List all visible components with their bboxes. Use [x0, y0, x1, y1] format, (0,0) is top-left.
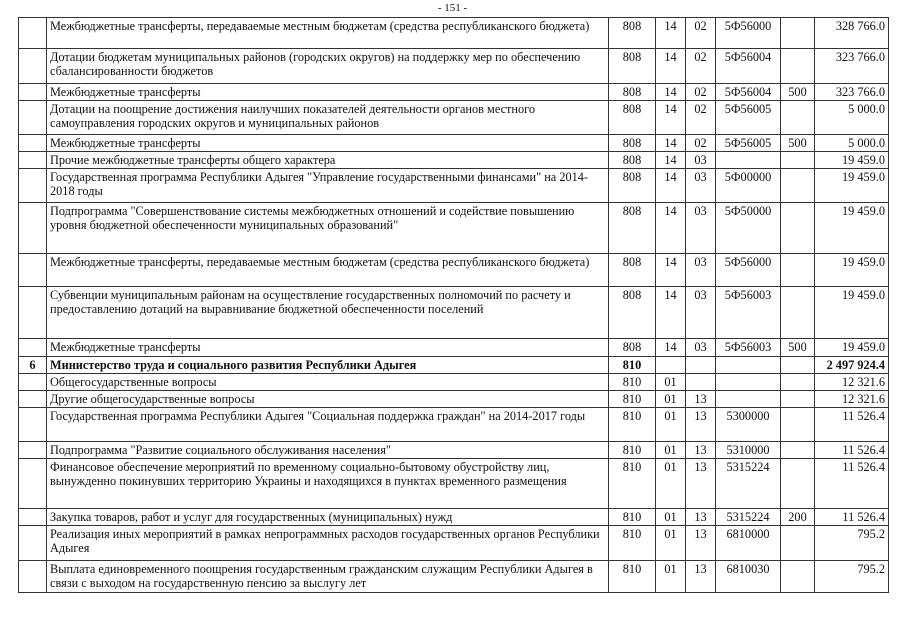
item-name-cell: Субвенции муниципальным районам на осуществление государственных полномочий по расчету и предоставлению дотаций на выравнивание бюджетной обеспеченности поселений	[47, 287, 609, 339]
item-name-cell: Государственная программа Республики Адыгея "Социальная поддержка граждан" на 2014-2017 годы	[47, 408, 609, 442]
section-code-cell: 01	[656, 459, 686, 509]
expense-type-code-cell: 500	[781, 135, 815, 152]
expense-type-code-cell: 200	[781, 509, 815, 526]
section-code-cell: 01	[656, 526, 686, 561]
item-name-cell: Дотации на поощрение достижения наилучших показателей деятельности органов местного самоуправления городских округов и муниципальных районов	[47, 101, 609, 135]
section-code-cell: 01	[656, 442, 686, 459]
row-number-cell	[19, 287, 47, 339]
subsection-code-cell: 13	[686, 408, 716, 442]
page-number: - 151 -	[437, 2, 468, 14]
item-name-cell: Государственная программа Республики Адыгея "Управление государственными финансами" на 2014-2018 годы	[47, 169, 609, 203]
table-row	[19, 152, 889, 169]
expense-type-code-cell	[781, 254, 815, 287]
subsection-code-cell: 03	[686, 152, 716, 169]
table-row	[19, 561, 889, 593]
target-code-cell: 5Ф56004	[716, 84, 781, 101]
section-code-cell: 14	[656, 339, 686, 357]
amount-cell: 323 766.0	[815, 49, 889, 84]
table-row	[19, 287, 889, 339]
amount-cell: 795.2	[815, 526, 889, 561]
item-name-cell: Дотации бюджетам муниципальных районов (городских округов) на поддержку мер по обеспечению сбалансированности бюджетов	[47, 49, 609, 84]
ministry-code-cell: 808	[609, 287, 656, 339]
section-code-cell: 14	[656, 254, 686, 287]
target-code-cell: 5300000	[716, 408, 781, 442]
row-number-cell	[19, 152, 47, 169]
row-number-cell	[19, 18, 47, 49]
table-body	[19, 18, 889, 593]
ministry-code-cell: 808	[609, 49, 656, 84]
subsection-code-cell: 03	[686, 339, 716, 357]
subsection-code-cell: 02	[686, 18, 716, 49]
section-code-cell	[656, 357, 686, 374]
item-name-cell: Межбюджетные трансферты, передаваемые местным бюджетам (средства республиканского бюджета)	[47, 18, 609, 49]
target-code-cell: 5Ф56005	[716, 101, 781, 135]
expense-type-code-cell	[781, 408, 815, 442]
item-name-cell: Финансовое обеспечение мероприятий по временному социально-бытовому обустройству лиц, вынужденно покинувших территорию Украины и находящихся в пунктах временного размещения	[47, 459, 609, 509]
table-row	[19, 374, 889, 391]
target-code-cell	[716, 391, 781, 408]
row-number-cell	[19, 509, 47, 526]
row-number-cell	[19, 254, 47, 287]
subsection-code-cell: 13	[686, 442, 716, 459]
row-number-cell	[19, 374, 47, 391]
expense-type-code-cell	[781, 526, 815, 561]
target-code-cell: 5Ф56004	[716, 49, 781, 84]
table-row	[19, 408, 889, 442]
amount-cell: 19 459.0	[815, 152, 889, 169]
section-code-cell: 01	[656, 561, 686, 593]
subsection-code-cell: 03	[686, 203, 716, 254]
ministry-code-cell: 808	[609, 254, 656, 287]
amount-cell: 11 526.4	[815, 408, 889, 442]
section-code-cell: 01	[656, 391, 686, 408]
item-name-cell: Общегосударственные вопросы	[47, 374, 609, 391]
target-code-cell: 5Ф56003	[716, 339, 781, 357]
ministry-code-cell: 808	[609, 135, 656, 152]
ministry-code-cell: 808	[609, 169, 656, 203]
ministry-code-cell: 810	[609, 509, 656, 526]
subsection-code-cell	[686, 374, 716, 391]
amount-cell: 19 459.0	[815, 169, 889, 203]
ministry-code-cell: 810	[609, 357, 656, 374]
target-code-cell	[716, 374, 781, 391]
amount-cell: 795.2	[815, 561, 889, 593]
expense-type-code-cell	[781, 391, 815, 408]
ministry-code-cell: 810	[609, 561, 656, 593]
amount-cell: 5 000.0	[815, 135, 889, 152]
row-number-cell	[19, 203, 47, 254]
amount-cell: 11 526.4	[815, 509, 889, 526]
ministry-code-cell: 808	[609, 18, 656, 49]
row-number-cell	[19, 169, 47, 203]
table-row	[19, 509, 889, 526]
ministry-code-cell: 810	[609, 391, 656, 408]
table-row	[19, 101, 889, 135]
target-code-cell: 5Ф56005	[716, 135, 781, 152]
section-code-cell: 14	[656, 203, 686, 254]
table-row	[19, 49, 889, 84]
subsection-code-cell: 03	[686, 254, 716, 287]
row-number-cell	[19, 84, 47, 101]
ministry-code-cell: 808	[609, 152, 656, 169]
subsection-code-cell: 02	[686, 101, 716, 135]
row-number-cell: 6	[19, 357, 47, 374]
subsection-code-cell: 02	[686, 84, 716, 101]
expense-type-code-cell	[781, 18, 815, 49]
row-number-cell	[19, 408, 47, 442]
expense-type-code-cell	[781, 459, 815, 509]
ministry-code-cell: 808	[609, 84, 656, 101]
amount-cell: 328 766.0	[815, 18, 889, 49]
row-number-cell	[19, 459, 47, 509]
section-code-cell: 14	[656, 169, 686, 203]
ministry-code-cell: 810	[609, 526, 656, 561]
amount-cell: 11 526.4	[815, 442, 889, 459]
subsection-code-cell: 13	[686, 561, 716, 593]
subsection-code-cell	[686, 357, 716, 374]
target-code-cell: 5Ф56003	[716, 287, 781, 339]
amount-cell: 323 766.0	[815, 84, 889, 101]
expense-type-code-cell	[781, 357, 815, 374]
item-name-cell: Другие общегосударственные вопросы	[47, 391, 609, 408]
item-name-cell: Закупка товаров, работ и услуг для государственных (муниципальных) нужд	[47, 509, 609, 526]
subsection-code-cell: 13	[686, 509, 716, 526]
target-code-cell	[716, 357, 781, 374]
item-name-cell: Межбюджетные трансферты	[47, 339, 609, 357]
amount-cell: 11 526.4	[815, 459, 889, 509]
amount-cell: 12 321.6	[815, 374, 889, 391]
subsection-code-cell: 02	[686, 49, 716, 84]
target-code-cell: 5Ф50000	[716, 203, 781, 254]
expense-type-code-cell	[781, 287, 815, 339]
amount-cell: 19 459.0	[815, 287, 889, 339]
row-number-cell	[19, 442, 47, 459]
table-row	[19, 203, 889, 254]
item-name-cell: Межбюджетные трансферты	[47, 135, 609, 152]
section-code-cell: 14	[656, 152, 686, 169]
expense-type-code-cell	[781, 169, 815, 203]
ministry-code-cell: 810	[609, 459, 656, 509]
target-code-cell: 5Ф56000	[716, 18, 781, 49]
ministry-code-cell: 808	[609, 101, 656, 135]
target-code-cell: 5Ф00000	[716, 169, 781, 203]
ministry-code-cell: 810	[609, 374, 656, 391]
item-name-cell: Выплата единовременного поощрения государственным гражданским служащим Республики Адыгея в связи с выходом на государственную пенсию за выслугу лет	[47, 561, 609, 593]
item-name-cell: Реализация иных мероприятий в рамках непрограммных расходов государственных органов Республики Адыгея	[47, 526, 609, 561]
budget-table	[18, 17, 889, 593]
table-row	[19, 135, 889, 152]
section-code-cell: 14	[656, 84, 686, 101]
item-name-cell: Подпрограмма "Совершенствование системы межбюджетных отношений и содействие повышению уровня бюджетной обеспеченности муниципальных образований"	[47, 203, 609, 254]
ministry-code-cell: 808	[609, 203, 656, 254]
expense-type-code-cell: 500	[781, 339, 815, 357]
amount-cell: 12 321.6	[815, 391, 889, 408]
table-row	[19, 18, 889, 49]
table-row	[19, 391, 889, 408]
expense-type-code-cell	[781, 374, 815, 391]
item-name-cell: Прочие межбюджетные трансферты общего характера	[47, 152, 609, 169]
subsection-code-cell: 03	[686, 287, 716, 339]
section-code-cell: 01	[656, 509, 686, 526]
expense-type-code-cell	[781, 49, 815, 84]
ministry-code-cell: 808	[609, 339, 656, 357]
table-row	[19, 459, 889, 509]
row-number-cell	[19, 561, 47, 593]
target-code-cell: 5315224	[716, 509, 781, 526]
row-number-cell	[19, 49, 47, 84]
section-code-cell: 14	[656, 135, 686, 152]
item-name-cell: Межбюджетные трансферты	[47, 84, 609, 101]
section-code-cell: 01	[656, 374, 686, 391]
table-row	[19, 254, 889, 287]
table-row	[19, 169, 889, 203]
expense-type-code-cell	[781, 101, 815, 135]
table-row	[19, 526, 889, 561]
section-code-cell: 14	[656, 18, 686, 49]
expense-type-code-cell	[781, 442, 815, 459]
ministry-code-cell: 810	[609, 442, 656, 459]
amount-cell: 2 497 924.4	[815, 357, 889, 374]
row-number-cell	[19, 526, 47, 561]
amount-cell: 5 000.0	[815, 101, 889, 135]
section-code-cell: 14	[656, 287, 686, 339]
section-code-cell: 14	[656, 101, 686, 135]
table-row	[19, 442, 889, 459]
subsection-code-cell: 13	[686, 459, 716, 509]
table-row	[19, 339, 889, 357]
target-code-cell	[716, 152, 781, 169]
table-row	[19, 84, 889, 101]
row-number-cell	[19, 391, 47, 408]
amount-cell: 19 459.0	[815, 254, 889, 287]
section-code-cell: 01	[656, 408, 686, 442]
target-code-cell: 6810030	[716, 561, 781, 593]
target-code-cell: 5315224	[716, 459, 781, 509]
item-name-cell: Подпрограмма "Развитие социального обслуживания населения"	[47, 442, 609, 459]
row-number-cell	[19, 339, 47, 357]
subsection-code-cell: 03	[686, 169, 716, 203]
subsection-code-cell: 13	[686, 526, 716, 561]
row-number-cell	[19, 101, 47, 135]
section-code-cell: 14	[656, 49, 686, 84]
subsection-code-cell: 13	[686, 391, 716, 408]
item-name-cell: Министерство труда и социального развития Республики Адыгея	[47, 357, 609, 374]
row-number-cell	[19, 135, 47, 152]
target-code-cell: 5Ф56000	[716, 254, 781, 287]
amount-cell: 19 459.0	[815, 203, 889, 254]
target-code-cell: 6810000	[716, 526, 781, 561]
expense-type-code-cell	[781, 203, 815, 254]
amount-cell: 19 459.0	[815, 339, 889, 357]
expense-type-code-cell	[781, 561, 815, 593]
ministry-code-cell: 810	[609, 408, 656, 442]
expense-type-code-cell: 500	[781, 84, 815, 101]
target-code-cell: 5310000	[716, 442, 781, 459]
subsection-code-cell: 02	[686, 135, 716, 152]
table-row	[19, 357, 889, 374]
item-name-cell: Межбюджетные трансферты, передаваемые местным бюджетам (средства республиканского бюджета)	[47, 254, 609, 287]
expense-type-code-cell	[781, 152, 815, 169]
